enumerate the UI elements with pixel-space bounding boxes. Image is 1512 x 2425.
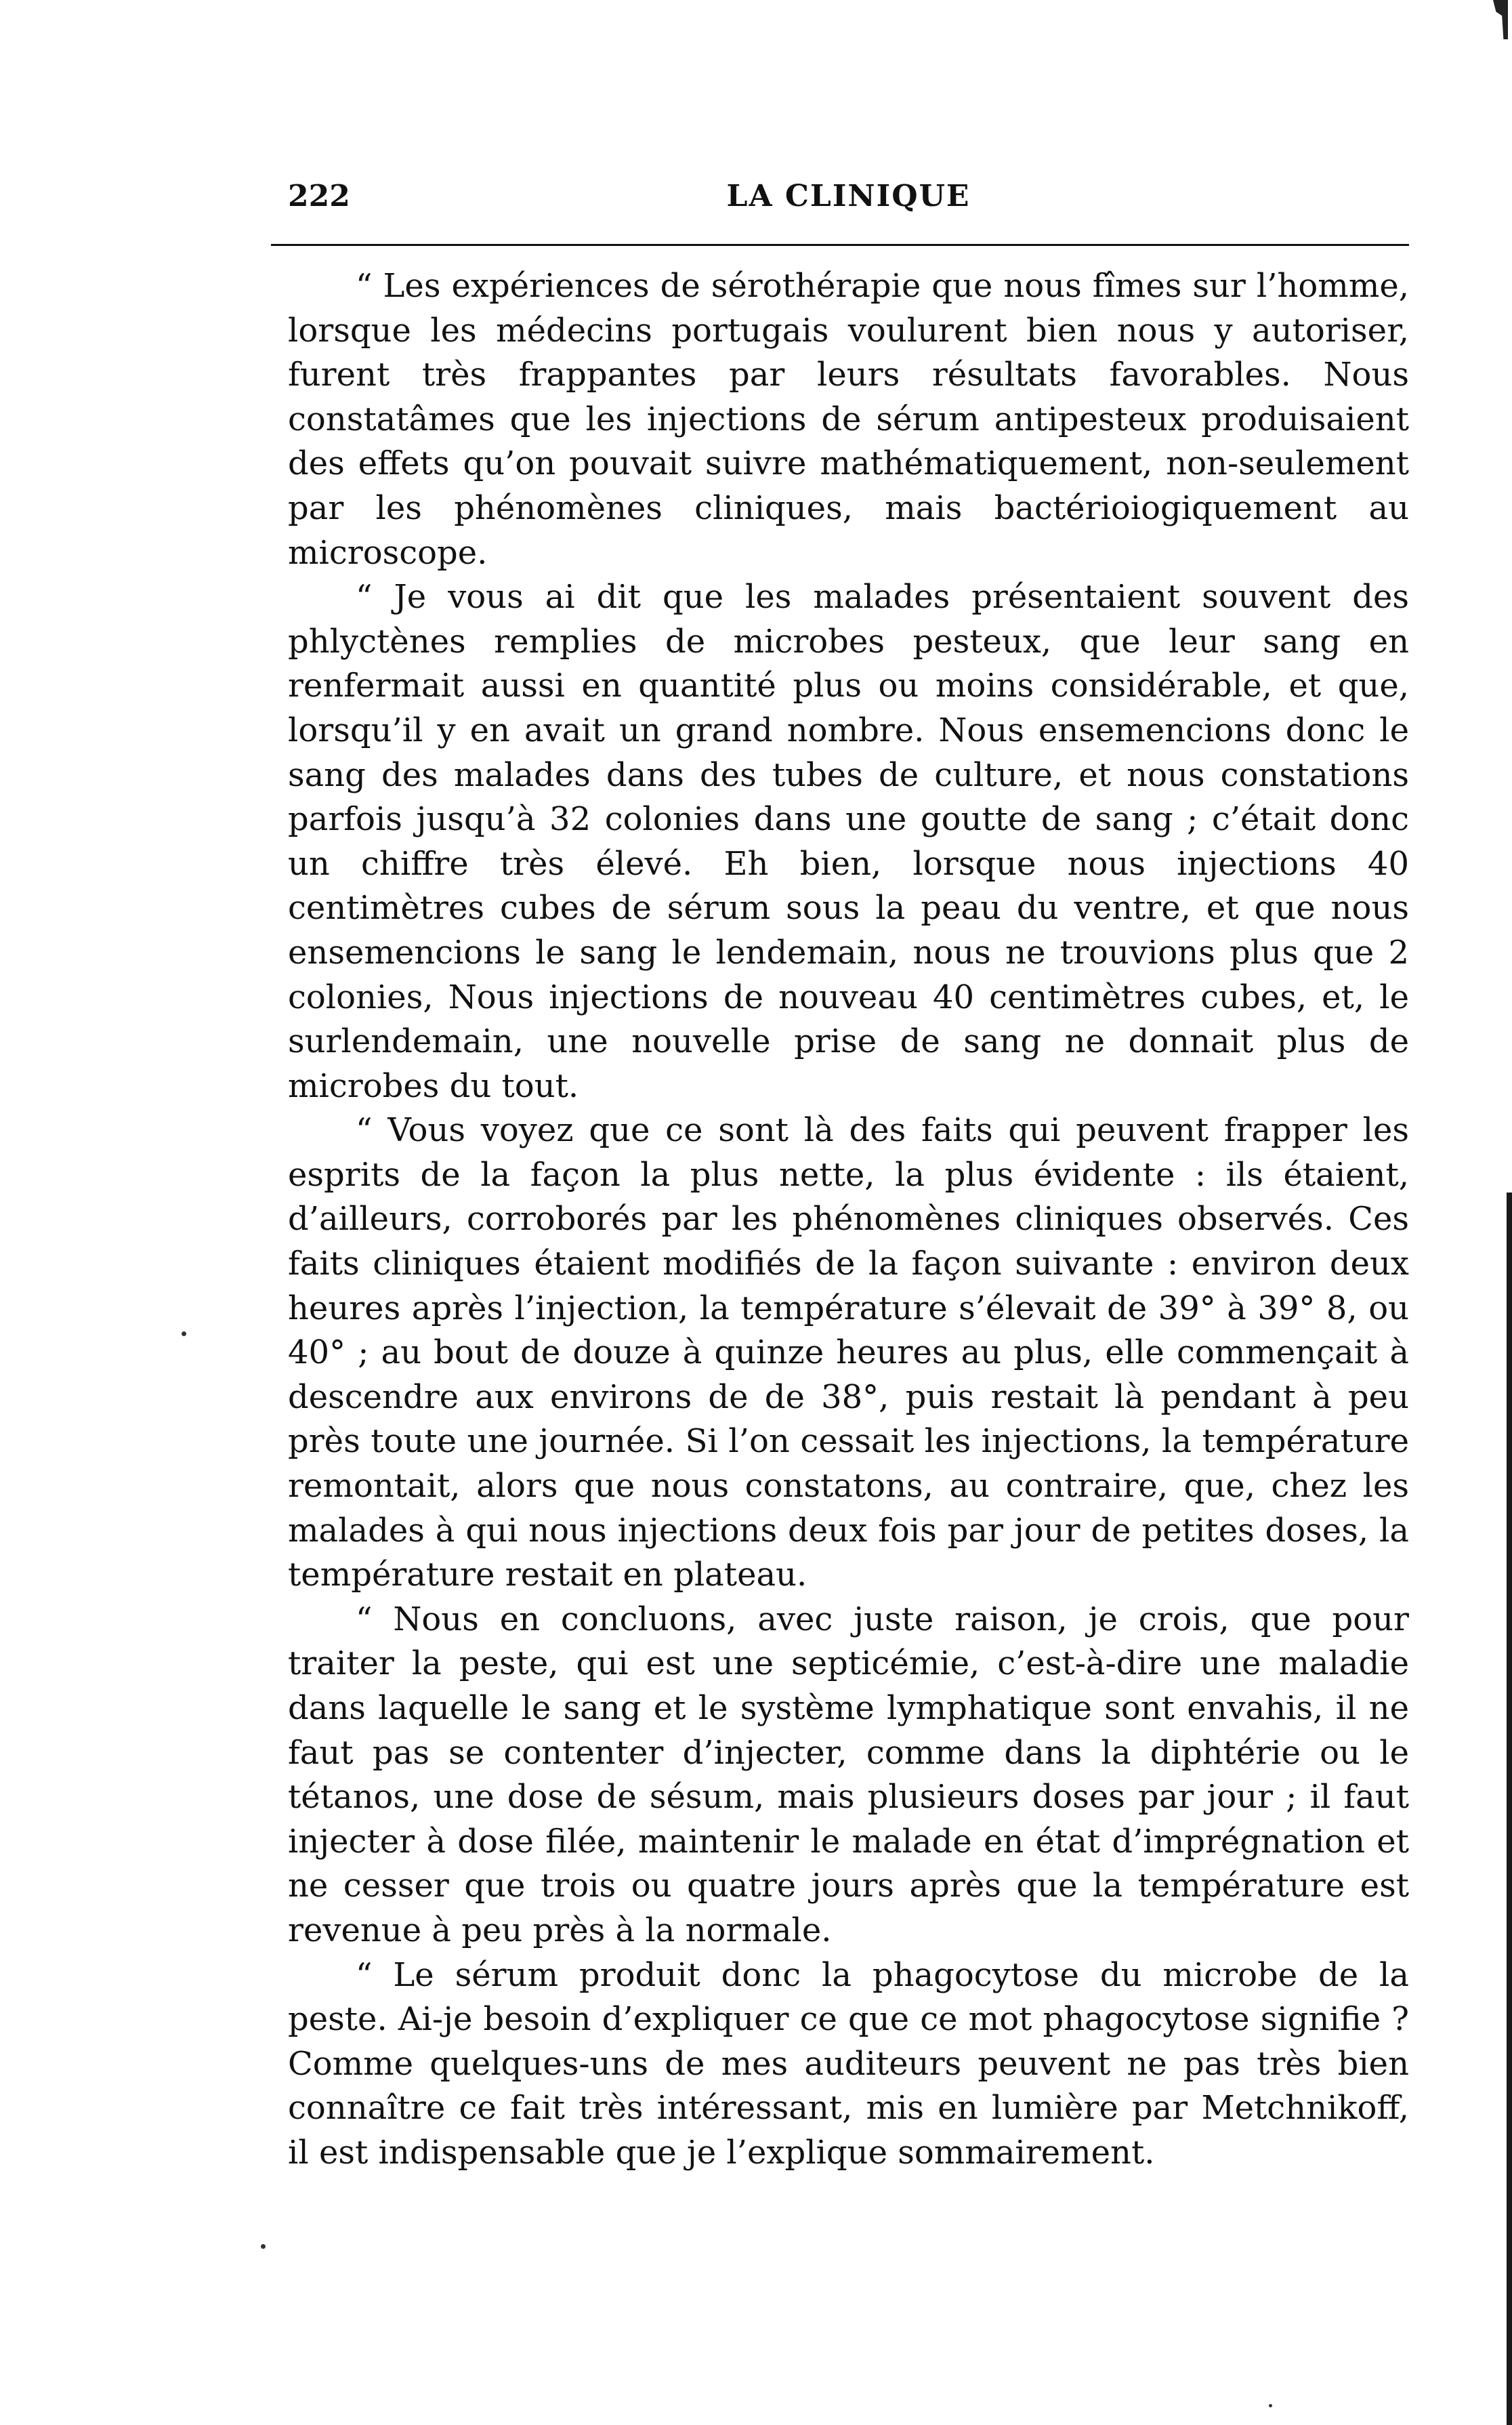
- scan-edge-shadow: [1507, 1193, 1512, 2425]
- scan-speck: [261, 2244, 266, 2249]
- scan-edge-artifact: [1493, 0, 1508, 39]
- paragraph-3: “ Vous voyez que ce sont là des faits qui peuvent frapper les esprits de la façon la plus nette, la plus évidente : ils étaient, d’ailleurs, corroborés par les phénomènes cliniques observés. Ces faits cliniques étaient modifiés de la façon suivante : environ deux heures après l’injection, la température s’élevait de 39° à 39° 8, ou 40° ; au bout de douze à quinze heures au plus, elle commençait à descendre aux environs de de 38°, puis restait là pendant à peu près toute une journée. Si l’on cessait les injections, la température remontait, alors que nous constatons, au contraire, que, chez les malades à qui nous injections deux fois par jour de petites doses, la température restait en plateau.: [288, 1111, 1409, 1594]
- page-header: [288, 175, 1409, 222]
- page-number: 222: [288, 179, 350, 213]
- scan-speck: [182, 1331, 186, 1336]
- paragraph-5: “ Le sérum produit donc la phagocytose du microbe de la peste. Ai-je besoin d’expliquer ce que ce mot phagocytose signifie ? Comme quelques-uns de mes auditeurs peuvent ne pas très bien connaître ce fait très intéressant, mis en lumière par Metchnikoff, il est indispensable que je l’explique sommairement.: [288, 1955, 1409, 2172]
- scan-speck: [1269, 2404, 1272, 2407]
- running-title: LA CLINIQUE: [726, 179, 971, 213]
- paragraph-4: “ Nous en concluons, avec juste raison, je crois, que pour traiter la peste, qui est une septicémie, c’est-à-dire une maladie dans laquelle le sang et le système lymphatique sont envahis, il ne faut pas se contenter d’injecter, comme dans la diphtérie ou le tétanos, une dose de sésum, mais plusieurs doses par jour ; il faut injecter à dose filée, maintenir le malade en état d’imprégnation et ne cesser que trois ou quatre jours après que la température est revenue à peu près à la normale.: [288, 1600, 1409, 1949]
- header-rule: [271, 244, 1409, 246]
- body-text: [288, 264, 1409, 2176]
- paragraph-2: “ Je vous ai dit que les malades présentaient souvent des phlyctènes remplies de microbes pesteux, que leur sang en renfermait aussi en quantité plus ou moins considérable, et que, lorsqu’il y en avait un grand nombre. Nous ensemencions donc le sang des malades dans des tubes de culture, et nous constations parfois jusqu’à 32 colonies dans une goutte de sang ; c’était donc un chiffre très élevé. Eh bien, lorsque nous injections 40 centimètres cubes de sérum sous la peau du ventre, et que nous ensemencions le sang le lendemain, nous ne trouvions plus que 2 colonies, Nous injections de nouveau 40 centimètres cubes, et, le surlendemain, une nouvelle prise de sang ne donnait plus de microbes du tout.: [288, 578, 1409, 1105]
- paragraph-1: “ Les expériences de sérothérapie que nous fîmes sur l’homme, lorsque les médecins portugais voulurent bien nous y autoriser, furent très frappantes par leurs résultats favorables. Nous constatâmes que les injections de sérum antipesteux produisaient des effets qu’on pouvait suivre mathématiquement, non-seulement par les phénomènes cliniques, mais bactérioiogiquement au microscope.: [288, 267, 1409, 572]
